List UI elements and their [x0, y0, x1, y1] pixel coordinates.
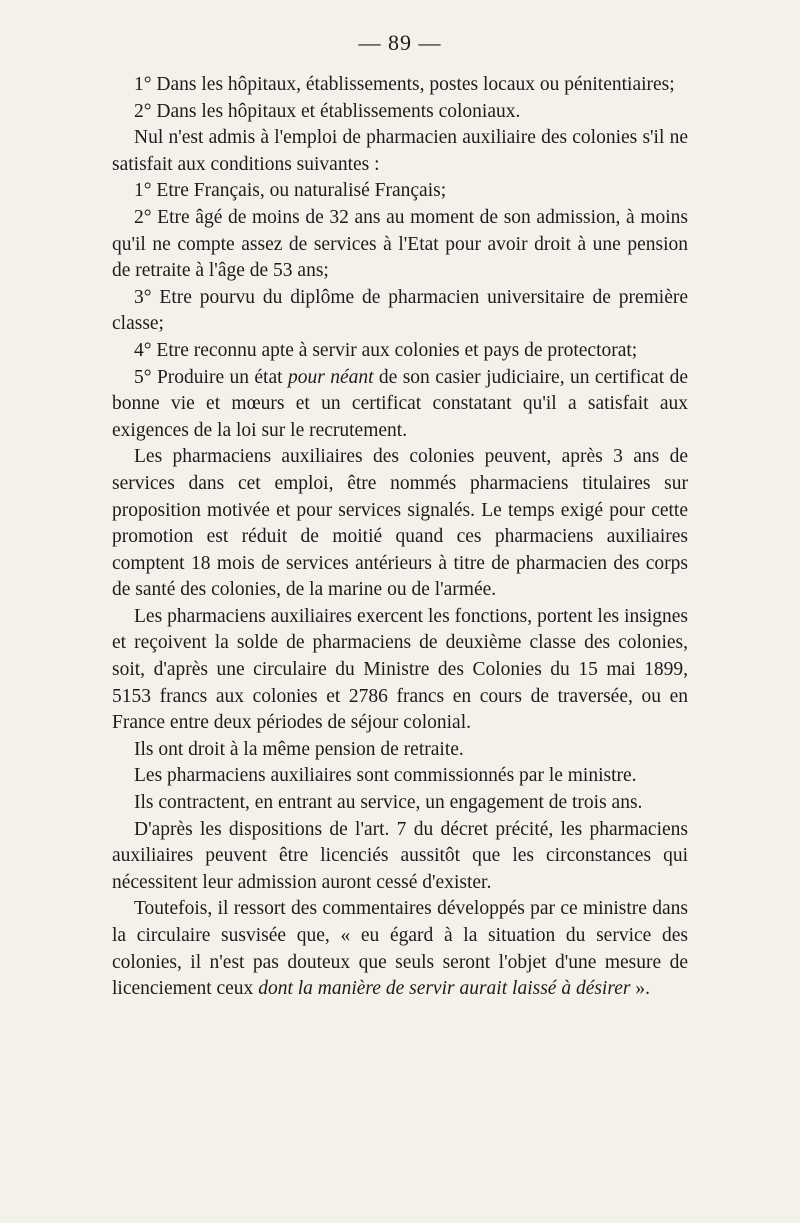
paragraph-6: 3° Etre pourvu du diplôme de pharmacien universitaire de première classe; — [112, 286, 688, 335]
paragraph-3: Nul n'est admis à l'emploi de pharmacien auxiliaire des colonies s'il ne satisfait aux conditions suivantes : — [112, 127, 688, 175]
paragraph-13: Ils contractent, en entrant au service, un engagement de trois ans. — [134, 792, 643, 814]
paragraph-8: 5° Produire un état pour néant de son casier judiciaire, un certificat de bonne vie et mœurs et un certificat constatant qu'il a satisfait aux exigences de la loi sur le recrutement. — [112, 366, 688, 441]
paragraph-4: 1° Etre Français, ou naturalisé Français; — [134, 180, 447, 202]
paragraph-11: Ils ont droit à la même pension de retraite. — [134, 738, 464, 760]
paragraph-10: Les pharmaciens auxiliaires exercent les fonctions, portent les insignes et reçoivent la solde de pharmaciens de deuxième classe des colonies, soit, d'après une circulaire du Ministre des Colonies du 15 mai 1899, 5153 francs aux colonies et 2786 francs en cours de traversée, ou en France entre deux périodes de séjour colonial. — [112, 605, 688, 734]
paragraph-5: 2° Etre âgé de moins de 32 ans au moment de son admission, à moins qu'il ne compte assez de services à l'Etat pour avoir droit à une pension de retraite à l'âge de 53 ans; — [112, 206, 688, 282]
paragraph-7: 4° Etre reconnu apte à servir aux colonies et pays de protectorat; — [134, 339, 638, 361]
paragraph-15: Toutefois, il ressort des commentaires développés par ce ministre dans la circulaire susvisée que, « eu égard à la situation du service des colonies, il n'est pas douteux que seuls seront l'objet d'une mesure de licenciement ceux dont la manière de servir aurait laissé à désirer ». — [112, 898, 688, 1000]
paragraph-1: 1° Dans les hôpitaux, établissements, postes locaux ou pénitentiaires; — [134, 74, 675, 95]
paragraph-2: 2° Dans les hôpitaux et établissements coloniaux. — [134, 100, 521, 122]
paragraph-12: Les pharmaciens auxiliaires sont commissionnés par le ministre. — [134, 765, 637, 787]
page-number: — 89 — — [358, 30, 442, 55]
paragraph-9: Les pharmaciens auxiliaires des colonies peuvent, après 3 ans de services dans cet emploi, être nommés pharmaciens titulaires sur proposition motivée et pour services signalés. Le temps exigé pour cette promotion est réduit de moitié quand ces pharmaciens auxiliaires comptent 18 mois de services antérieurs à titre de pharmacien des corps de santé des colonies, de la marine ou de l'armée. — [112, 446, 688, 601]
paragraph-14: D'après les dispositions de l'art. 7 du décret précité, les pharmaciens auxiliaires peuvent être licenciés aussitôt que les circonstances qui nécessitent leur admission auront cessé d'exister. — [112, 818, 688, 893]
